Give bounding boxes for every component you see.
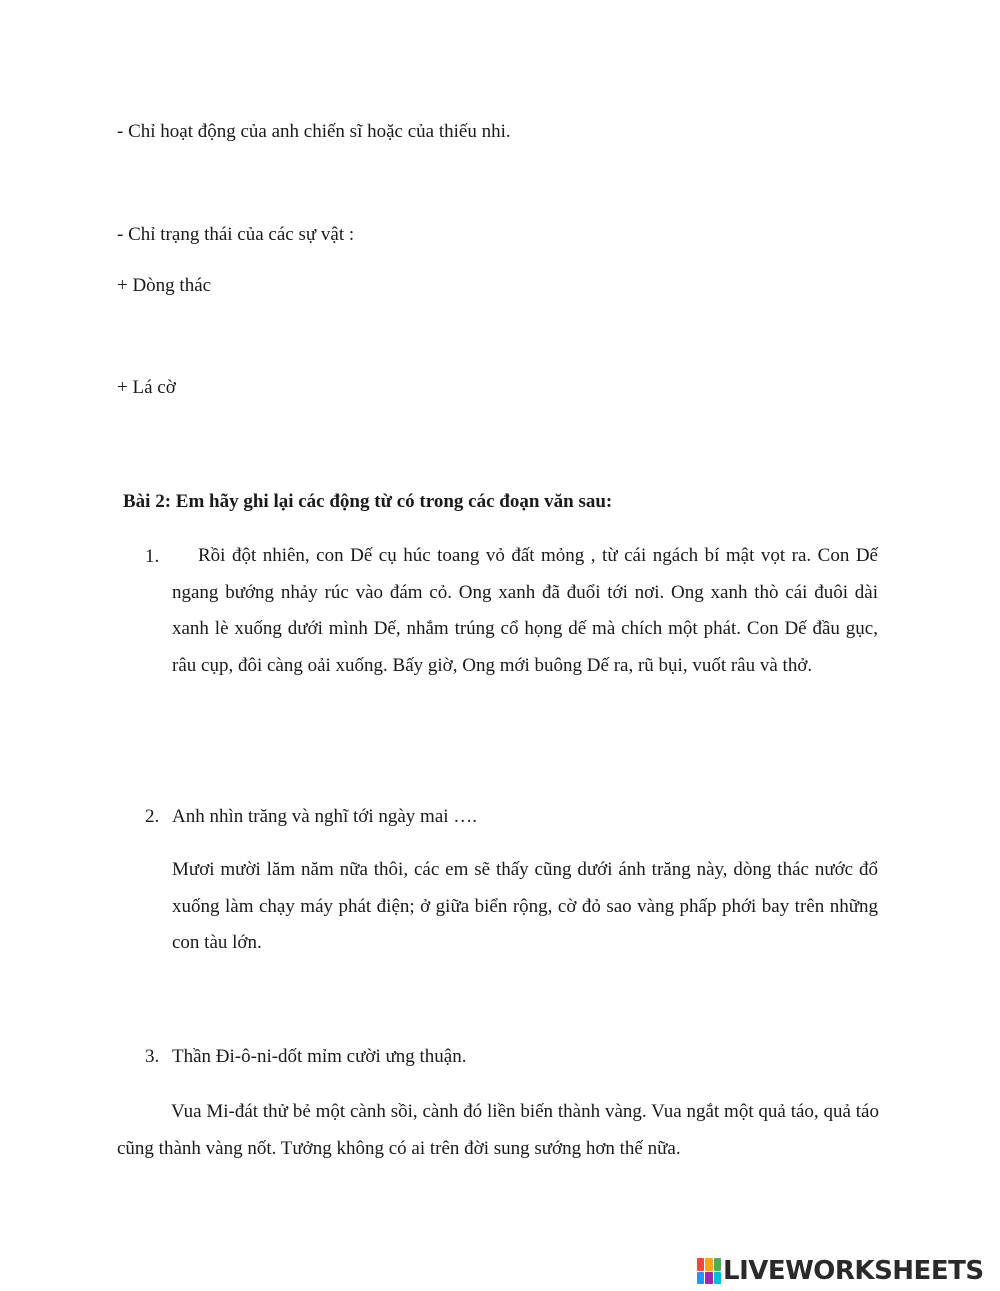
item-2-paragraph: Mươi mười lăm năm nữa thôi, các em sẽ thấy cũng dưới ánh trăng này, dòng thác nước đổ xuống làm chạy máy phát điện; ở giữa biển rộng, cờ đỏ sao vàng phấp phới bay trên những con tàu lớn. — [172, 859, 878, 953]
item-2-number: 2. — [145, 806, 160, 827]
exercise-2-title: Bài 2: Em hãy ghi lại các động từ có trong các đoạn văn sau: — [123, 491, 613, 512]
logo-block-4 — [697, 1272, 704, 1285]
logo-block-3 — [714, 1258, 721, 1271]
logo-block-2 — [705, 1258, 712, 1271]
liveworksheets-logo-text: LIVEWORKSHEETS — [723, 1256, 984, 1286]
item-3-paragraph: Vua Mi-đát thử bẻ một cành sồi, cành đó liền biến thành vàng. Vua ngắt một quả táo, quả táo cũng thành vàng nốt. Tưởng không có ai trên đời sung sướng hơn thế nữa. — [117, 1101, 879, 1159]
liveworksheets-logo-icon — [697, 1258, 721, 1284]
logo-block-6 — [714, 1272, 721, 1285]
instruction-line-state: - Chỉ trạng thái của các sự vật : — [117, 224, 355, 245]
item-1-paragraph — [172, 538, 878, 684]
item-dong-thac: + Dòng thác — [117, 275, 212, 296]
item-1-text: Rồi đột nhiên, con Dế cụ húc toang vỏ đất mỏng , từ cái ngách bí mật vọt ra. Con Dế ngang bướng nhảy rúc vào đám cỏ. Ong xanh đã đuổi tới nơi. Ong xanh thò cái đuôi dài xanh lè xuống dưới mình Dế, nhắm trúng cổ họng dế mà chích một phát. Con Dế đầu gục, râu cụp, đôi càng oải xuống. Bấy giờ, Ong mới buông Dế ra, rũ bụi, vuốt râu và thở. — [172, 545, 878, 676]
item-1-number: 1. — [145, 546, 160, 567]
item-3-text: Thần Đi-ô-ni-dốt mỉm cười ưng thuận. — [172, 1046, 467, 1067]
item-2-text: Anh nhìn trăng và nghĩ tới ngày mai …. — [172, 806, 478, 827]
logo-block-1 — [697, 1258, 704, 1271]
liveworksheets-logo — [697, 1256, 984, 1286]
instruction-line-activity: - Chỉ hoạt động của anh chiến sĩ hoặc của thiếu nhi. — [117, 121, 511, 142]
logo-block-5 — [705, 1272, 712, 1285]
item-3-number: 3. — [145, 1046, 160, 1067]
item-la-co: + Lá cờ — [117, 377, 176, 398]
